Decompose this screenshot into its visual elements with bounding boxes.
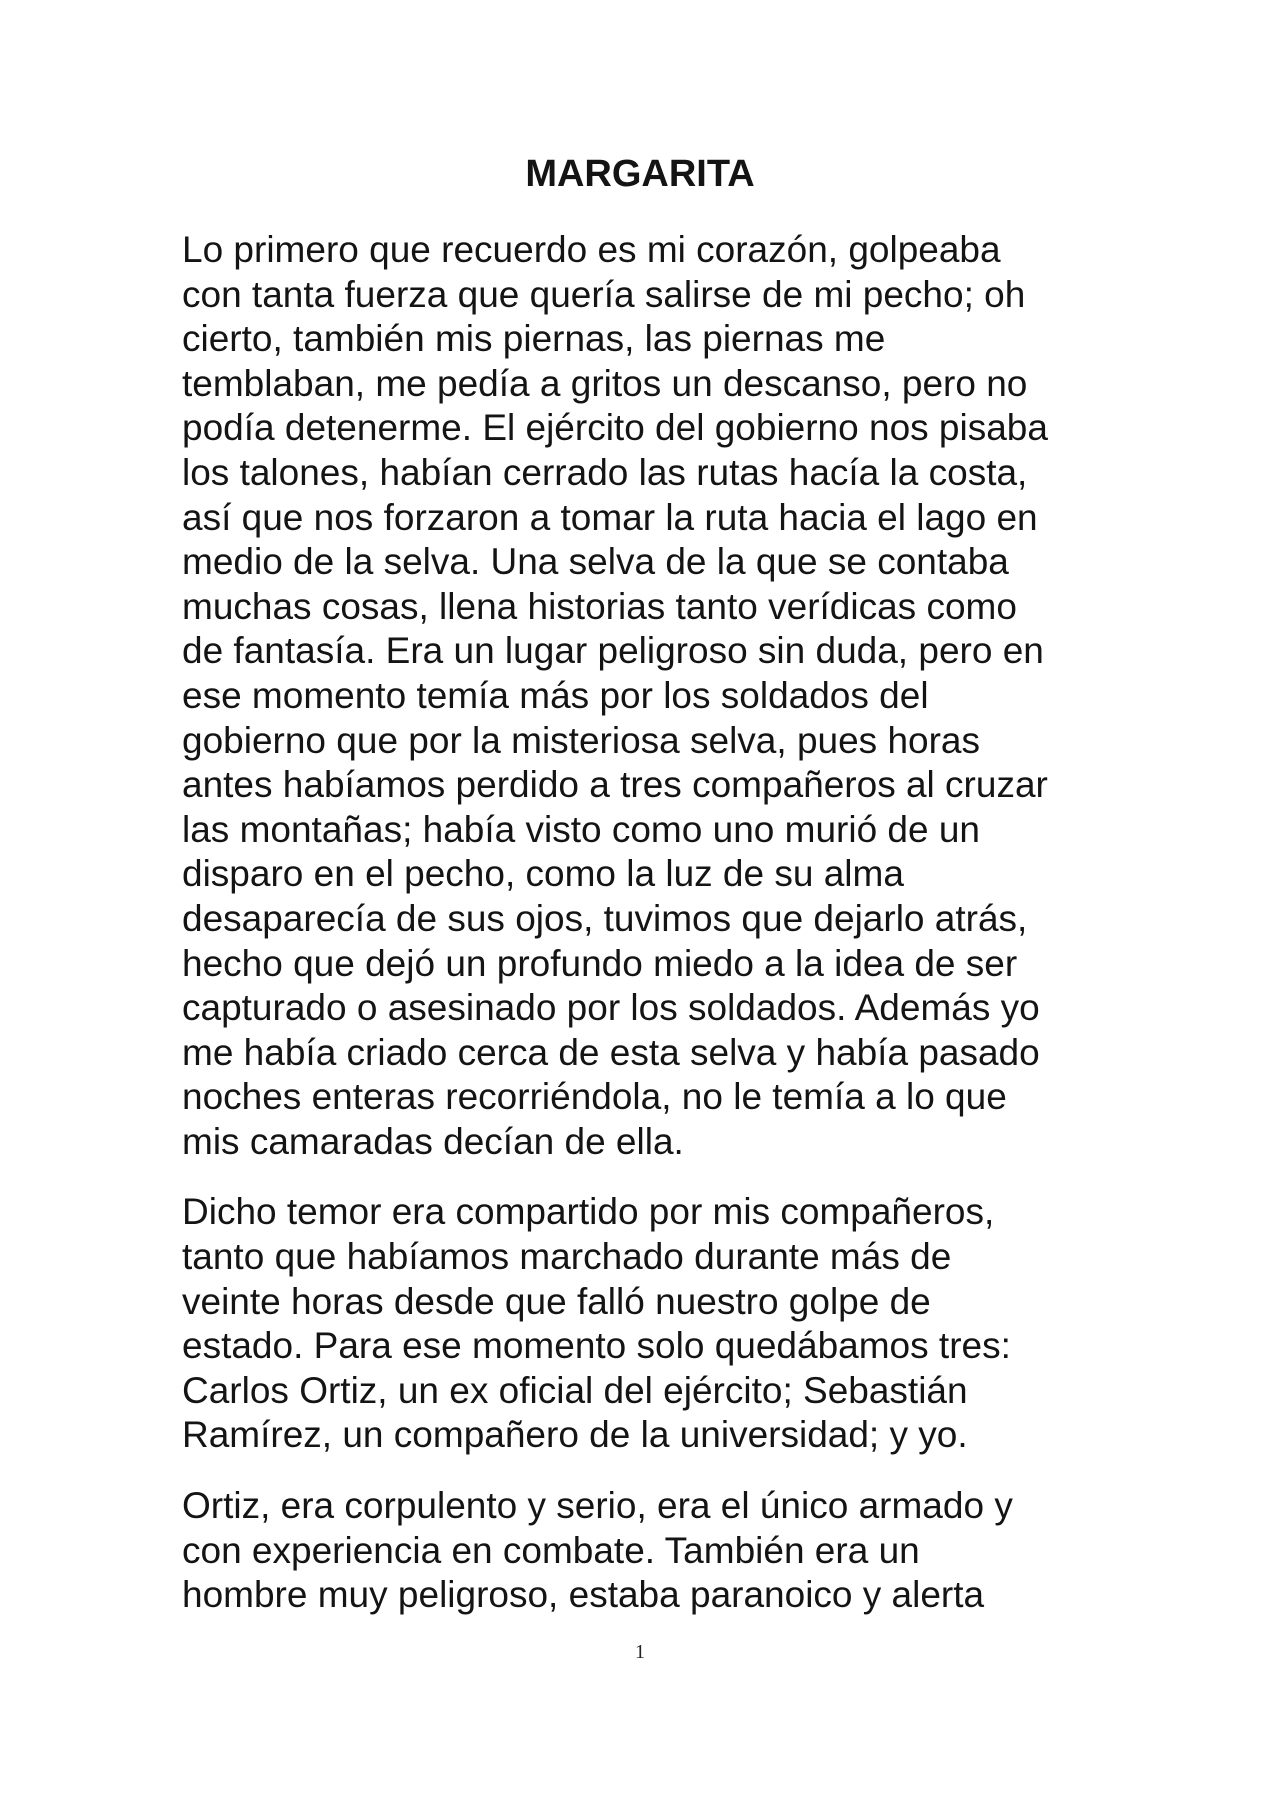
text-line: hecho que dejó un profundo miedo a la idea de ser [182, 942, 1018, 984]
text-line: Ramírez, un compañero de la universidad; y yo. [182, 1414, 968, 1456]
paragraph-3 [182, 1484, 1102, 1618]
text-line: veinte horas desde que falló nuestro golpe de [182, 1280, 931, 1322]
text-line: antes habíamos perdido a tres compañeros al cruzar [182, 764, 1048, 806]
text-line: Lo primero que recuerdo es mi corazón, golpeaba [182, 229, 1001, 270]
document-title: MARGARITA [525, 153, 755, 195]
text-line: hombre muy peligroso, estaba paranoico y alerta [182, 1574, 985, 1616]
text-line: noches enteras recorriéndola, no le temía a lo que [182, 1076, 1007, 1118]
document-body [182, 228, 1102, 1644]
text-line: Ortiz, era corpulento y serio, era el único armado y [182, 1485, 1013, 1527]
text-line: Dicho temor era compartido por mis compañeros, [182, 1191, 995, 1233]
text-line: los talones, habían cerrado las rutas hacía la costa, [182, 451, 1028, 493]
text-line: me había criado cerca de esta selva y había pasado [182, 1031, 1040, 1073]
text-line: las montañas; había visto como uno murió de un [182, 808, 981, 850]
text-line: con tanta fuerza que quería salirse de mi pecho; oh [182, 273, 1026, 315]
text-line: estado. Para ese momento solo quedábamos tres: [182, 1325, 1011, 1367]
paragraph-1 [182, 228, 1102, 1164]
text-line: con experiencia en combate. También era un [182, 1529, 920, 1571]
text-line: podía detenerme. El ejército del gobierno nos pisaba [182, 407, 1048, 449]
paragraph-2 [182, 1190, 1102, 1458]
text-line: disparo en el pecho, como la luz de su alma [182, 853, 904, 895]
text-line: cierto, también mis piernas, las piernas me [182, 318, 886, 360]
text-line: mis camaradas decían de ella. [182, 1120, 684, 1162]
text-line: temblaban, me pedía a gritos un descanso, pero no [182, 362, 1028, 404]
text-line: tanto que habíamos marchado durante más de [182, 1236, 952, 1278]
text-line: gobierno que por la misteriosa selva, pues horas [182, 719, 981, 761]
text-line: muchas cosas, llena historias tanto verídicas como [182, 585, 1017, 627]
text-line: así que nos forzaron a tomar la ruta hacia el lago en [182, 496, 1038, 538]
text-line: de fantasía. Era un lugar peligroso sin duda, pero en [182, 630, 1044, 672]
text-line: capturado o asesinado por los soldados. Además yo [182, 987, 1040, 1029]
text-line: ese momento temía más por los soldados del [182, 674, 929, 716]
text-line: desaparecía de sus ojos, tuvimos que dejarlo atrás, [182, 897, 1028, 939]
page-number: 1 [635, 1641, 645, 1663]
text-line: Carlos Ortiz, un ex oficial del ejército; Sebastián [182, 1369, 968, 1411]
text-line: medio de la selva. Una selva de la que se contaba [182, 541, 1009, 583]
